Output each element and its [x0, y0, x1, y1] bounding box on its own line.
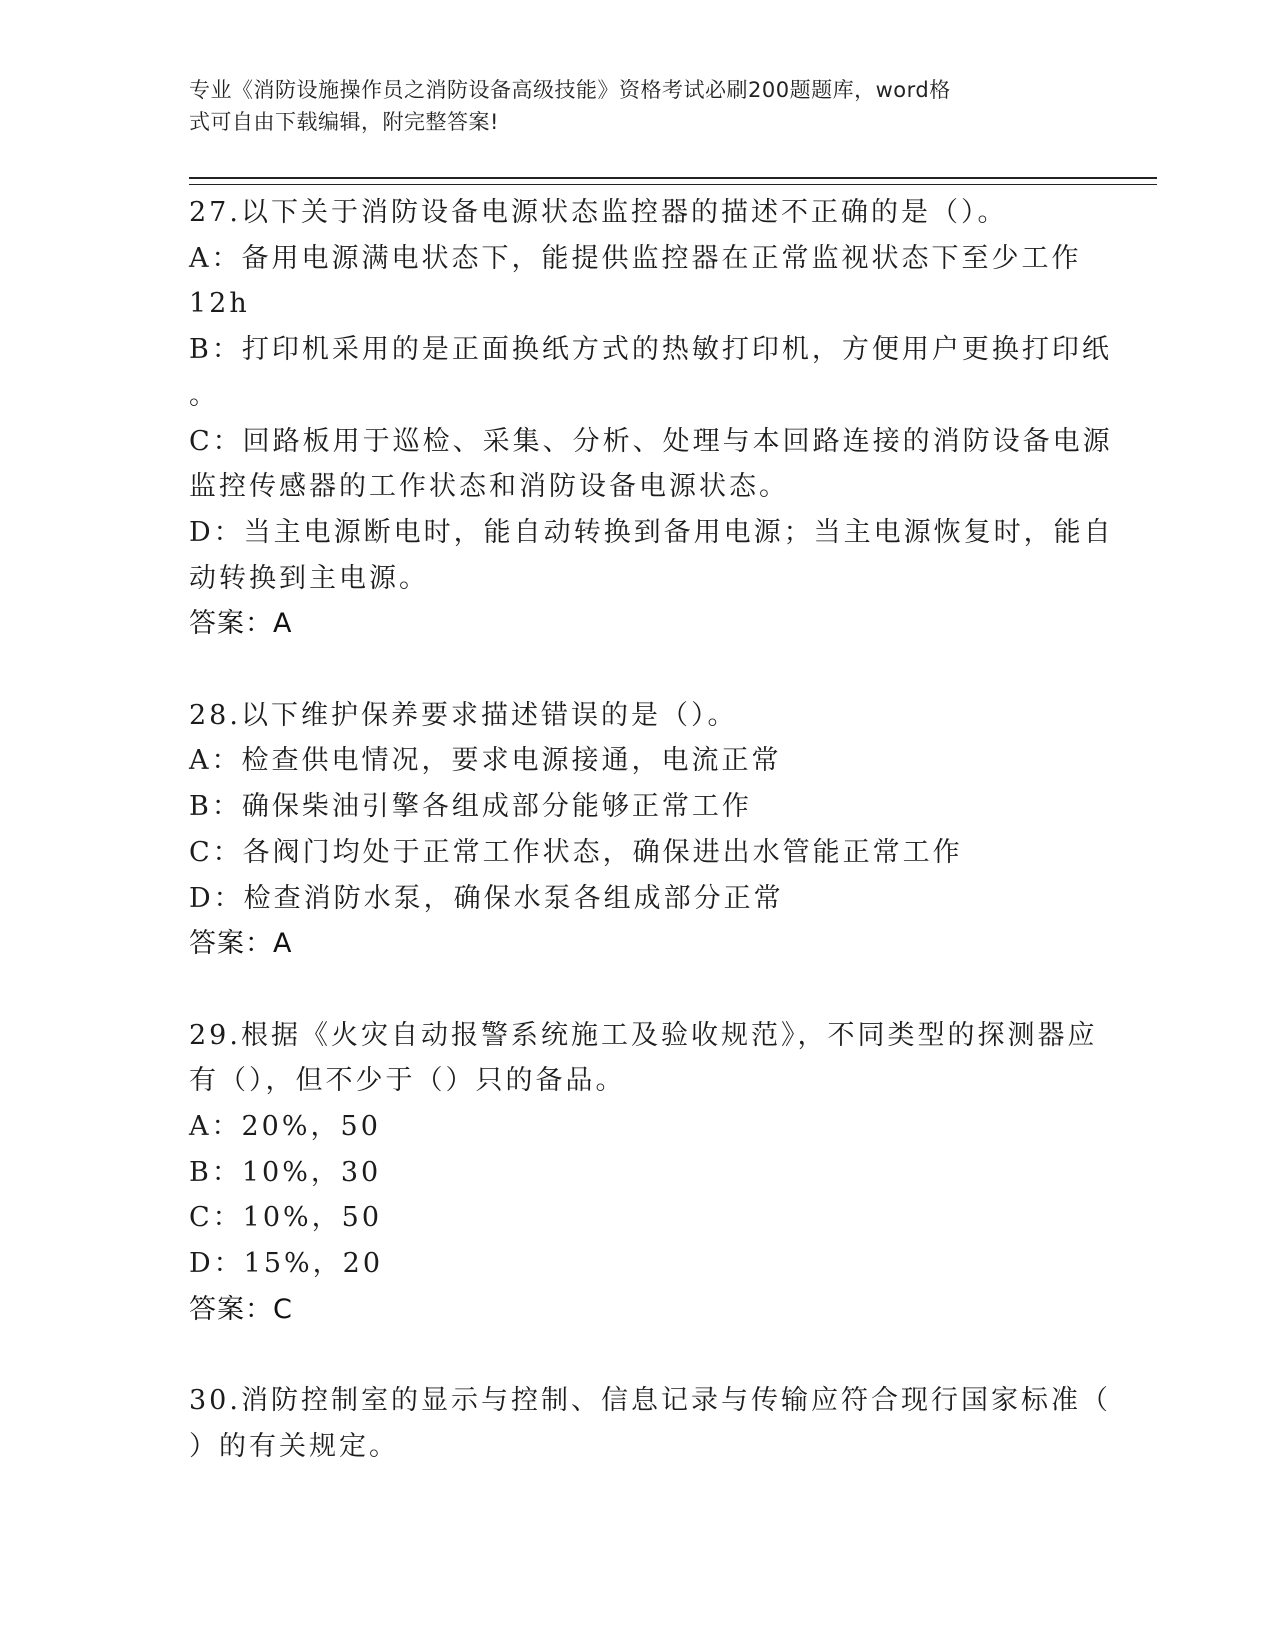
option-d: D：当主电源断电时，能自动转换到备用电源；当主电源恢复时，能自 [189, 516, 1114, 548]
option-d: D：检查消防水泵，确保水泵各组成部分正常 [189, 882, 784, 914]
question-stem-continued: ）的有关规定。 [189, 1430, 399, 1462]
option-c: C：各阀门均处于正常工作状态，确保进出水管能正常工作 [189, 836, 963, 868]
question-stem: 30.消防控制室的显示与控制、信息记录与传输应符合现行国家标准（ [189, 1385, 1111, 1417]
header-divider-thick [189, 177, 1157, 179]
header-line-2: 式可自由下载编辑，附完整答案! [189, 110, 499, 134]
question-30 [189, 1378, 1111, 1469]
header-divider-thin [189, 184, 1157, 185]
option-a: A：20%，50 [189, 1111, 381, 1143]
option-b: B：打印机采用的是正面换纸方式的热敏打印机，方便用户更换打印纸 [189, 334, 1112, 366]
question-spacer [189, 647, 1079, 693]
question-28 [189, 693, 1079, 967]
option-a-continued: 12h [189, 288, 250, 320]
option-b: B：确保柴油引擎各组成部分能够正常工作 [189, 791, 752, 823]
option-b: B：10%，30 [189, 1156, 382, 1188]
answer-label: 答案：A [189, 928, 293, 960]
option-c-continued: 监控传感器的工作状态和消防设备电源状态。 [189, 471, 789, 503]
option-c: C：10%，50 [189, 1202, 383, 1234]
question-stem: 29.根据《火灾自动报警系统施工及验收规范》，不同类型的探测器应 [189, 1019, 1098, 1051]
question-stem-continued: 有（），但不少于（）只的备品。 [189, 1065, 626, 1097]
question-spacer [189, 967, 1079, 1013]
answer-label: 答案：C [189, 1293, 293, 1325]
question-27 [189, 190, 1114, 647]
question-spacer [189, 1333, 1079, 1379]
option-c: C：回路板用于巡检、采集、分析、处理与本回路连接的消防设备电源 [189, 425, 1113, 457]
question-stem: 28.以下维护保养要求描述错误的是（）。 [189, 699, 738, 731]
option-a: A：检查供电情况，要求电源接通，电流正常 [189, 745, 782, 777]
question-29 [189, 1013, 1098, 1333]
question-list [189, 190, 1114, 1470]
option-a: A：备用电源满电状态下，能提供监控器在正常监视状态下至少工作 [189, 242, 1082, 274]
header-line-1: 专业《消防设施操作员之消防设备高级技能》资格考试必刷200题题库，word格 [189, 78, 951, 102]
option-b-continued: 。 [189, 379, 219, 411]
option-d-continued: 动转换到主电源。 [189, 562, 429, 594]
document-header [189, 74, 1089, 138]
option-d: D：15%，20 [189, 1248, 384, 1280]
question-stem: 27.以下关于消防设备电源状态监控器的描述不正确的是（）。 [189, 197, 1008, 228]
answer-label: 答案：A [189, 608, 293, 640]
